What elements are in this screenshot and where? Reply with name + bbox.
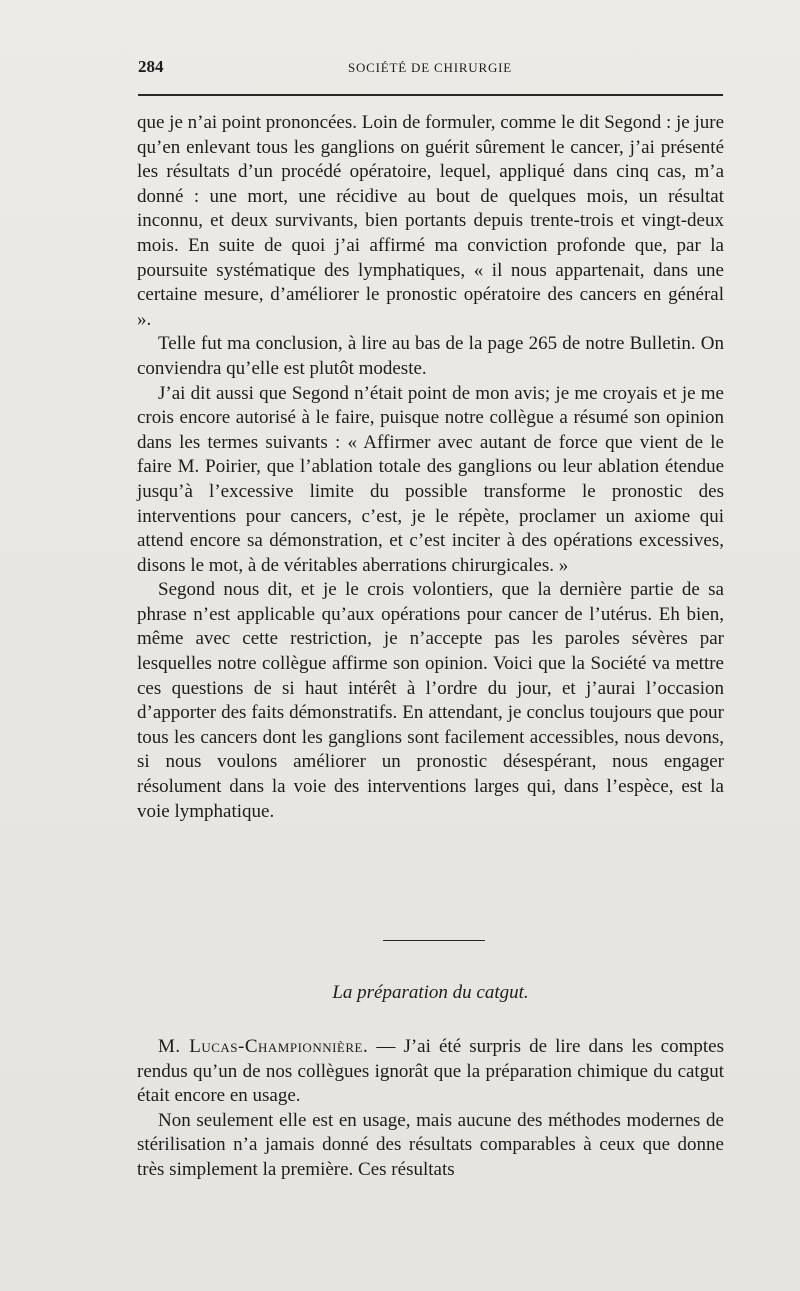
section-text <box>137 1035 724 1183</box>
section-paragraph-1-text: — J’ai été surpris de lire dans les comptes rendus qu’un de nos collègues ignorât que la préparation chimique du catgut était encore en usage. <box>137 1036 724 1107</box>
section-divider <box>383 940 485 941</box>
paragraph-4: Segond nous dit, et je le crois volontiers, que la dernière partie de sa phrase n’est applicable qu’aux opérations pour cancer de l’utérus. Eh bien, même avec cette restriction, je n’accepte pas les paroles sévères par lesquelles notre collègue affirme son opinion. Voici que la Société va mettre ces questions de si haut intérêt à l’ordre du jour, et j’aurai l’occasion d’apporter des faits démonstratifs. En attendant, je conclus toujours que pour tous les cancers dont les ganglions sont facilement accessibles, nous devons, si nous voulons améliorer un pronostic désespérant, nous engager résolument dans la voie des interventions larges qui, dans l’espèce, est la voie lymphatique. <box>137 579 724 822</box>
main-text <box>137 111 724 824</box>
section-paragraph-2: Non seulement elle est en usage, mais aucune des méthodes modernes de stérilisation n’a jamais donné des résultats comparables à ceux que donne très simplement la première. Ces résultats <box>137 1109 724 1180</box>
header-rule <box>138 94 723 96</box>
section-paragraph-1 <box>137 1035 724 1109</box>
paragraph-3: J’ai dit aussi que Segond n’était point de mon avis; je me croyais et je me crois encore autorisé à le faire, puisque notre collègue a résumé son opinion dans les termes suivants : « Affirmer avec autant de force que vient de le faire M. Poirier, que l’ablation totale des ganglions ou leur ablation étendue jusqu’à l’excessive limite du possible transforme le pronostic des interventions pour cancers, c’est, je le répète, proclamer un axiome qui attend encore sa démonstration, et c’est inciter à des opérations excessives, disons le mot, à de véritables aberrations chirurgicales. » <box>137 382 724 576</box>
page-header <box>138 57 722 81</box>
section-title: La préparation du catgut. <box>332 982 529 1003</box>
running-title: SOCIÉTÉ DE CHIRURGIE <box>347 60 513 75</box>
paragraph-2: Telle fut ma conclusion, à lire au bas de la page 265 de notre Bulletin. On conviendra qu’elle est plutôt modeste. <box>137 333 724 379</box>
page-number: 284 <box>138 57 164 76</box>
paragraph-1: que je n’ai point prononcées. Loin de formuler, comme le dit Segond : je jure qu’en enlevant tous les ganglions on guérit sûrement le cancer, j’ai présenté les résultats d’un procédé opératoire, lequel, appliqué dans cinq cas, m’a donné : une mort, une récidive au bout de quelques mois, un résultat inconnu, et deux survivants, bien portants depuis trente-trois et vingt-deux mois. En suite de quoi j’ai affirmé ma conviction profonde que, par la poursuite systématique des lymphatiques, « il nous appartenait, dans une certaine mesure, d’améliorer le pronostic opératoire des cancers en général ». <box>137 112 725 330</box>
speaker-name: M. Lucas-Championnière. <box>158 1036 369 1057</box>
